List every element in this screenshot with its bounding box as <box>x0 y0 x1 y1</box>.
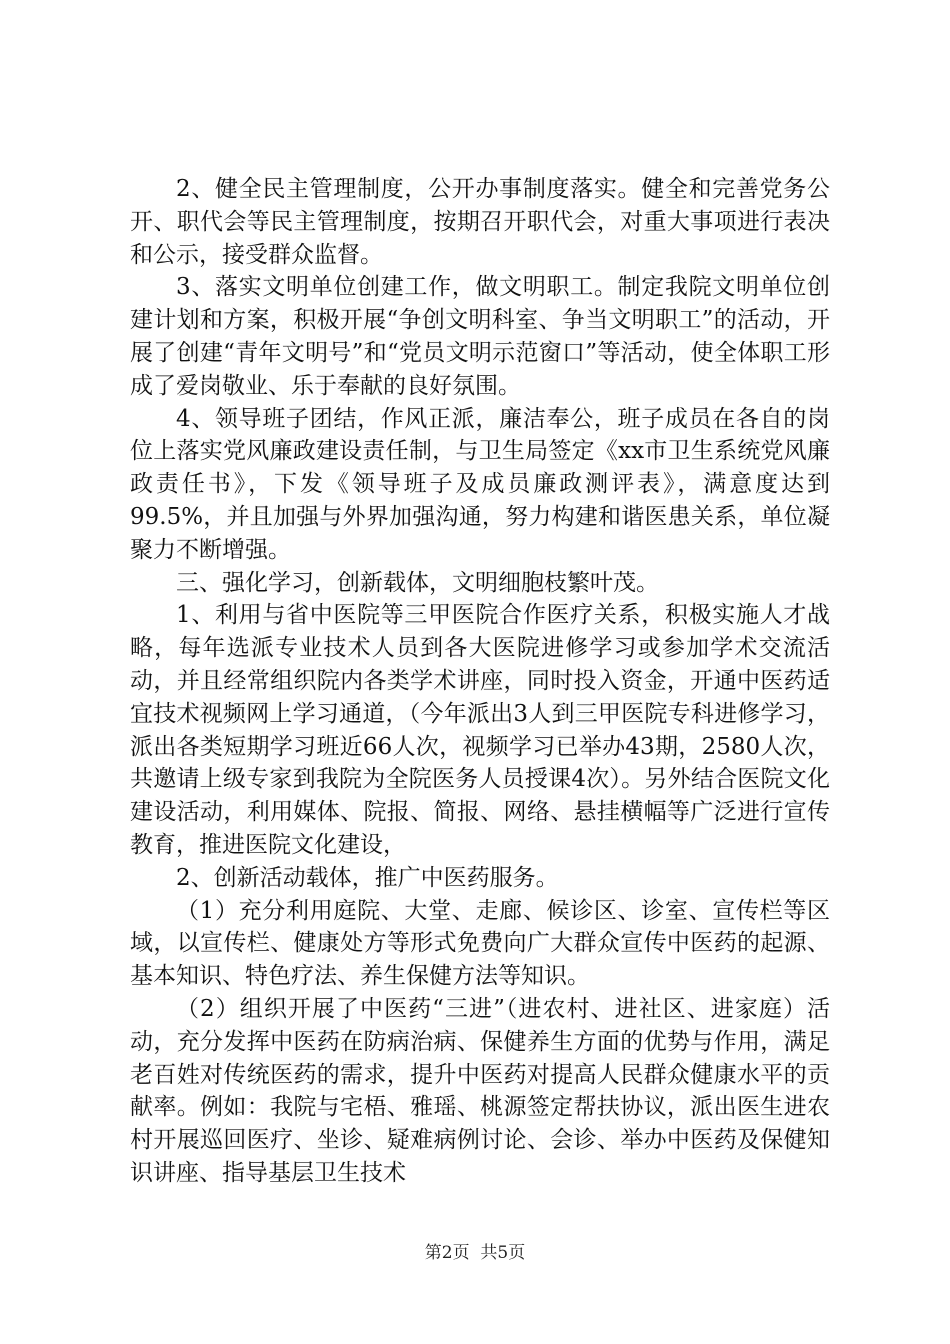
page-number-current: 第2页 <box>424 1243 470 1263</box>
paragraph-1: 2、健全民主管理制度，公开办事制度落实。健全和完善党务公开、职代会等民主管理制度，按期召开职代会，对重大事项进行表决和公示，接受群众监督。 <box>130 176 830 268</box>
section-heading: 三、强化学习，创新载体，文明细胞枝繁叶茂。 <box>176 569 659 596</box>
document-body <box>130 173 830 1190</box>
paragraph-3: 4、领导班子团结，作风正派，廉洁奉公，班子成员在各自的岗位上落实党风廉政建设责任制，与卫生局签定《xx市卫生系统党风廉政责任书》，下发《领导班子及成员廉政测评表》，满意度达到99.5%，并且加强与外界加强沟通，努力构建和谐医患关系，单位凝聚力不断增强。 <box>130 405 830 563</box>
paragraph-7: （2）组织开展了中医药“三进”（进农村、进社区、进家庭）活动，充分发挥中医药在防病治病、保健养生方面的优势与作用，满足老百姓对传统医药的需求，提升中医药对提高人民群众健康水平的贡献率。例如：我院与宅梧、雅瑶、桃源签定帮扶协议，派出医生进农村开展巡回医疗、坐诊、疑难病例讨论、会诊、举办中医药及保健知识讲座、指导基层卫生技术 <box>130 995 830 1186</box>
page-number-total: 共5页 <box>480 1243 526 1263</box>
paragraph-6: （1）充分利用庭院、大堂、走廊、候诊区、诊室、宣传栏等区域，以宣传栏、健康处方等形式免费向广大群众宣传中医药的起源、基本知识、特色疗法、养生保健方法等知识。 <box>130 897 830 990</box>
paragraph-2: 3、落实文明单位创建工作，做文明职工。制定我院文明单位创建计划和方案，积极开展“争创文明科室、争当文明职工”的活动，开展了创建“青年文明号”和“党员文明示范窗口”等活动，使全体职工形成了爱岗敬业、乐于奉献的良好氛围。 <box>130 274 830 399</box>
page-footer <box>0 1238 950 1263</box>
paragraph-4: 1、利用与省中医院等三甲医院合作医疗关系，积极实施人才战略，每年选派专业技术人员到各大医院进修学习或参加学术交流活动，并且经常组织院内各类学术讲座，同时投入资金，开通中医药适宜技术视频网上学习通道，（今年派出3人到三甲医院专科进修学习，派出各类短期学习班近66人次，视频学习已举办43期，2580人次，共邀请上级专家到我院为全院医务人员授课4次）。另外结合医院文化建设活动，利用媒体、院报、简报、网络、悬挂横幅等广泛进行宣传教育，推进医院文化建设， <box>130 602 830 858</box>
paragraph-5: 2、创新活动载体，推广中医药服务。 <box>176 864 559 891</box>
